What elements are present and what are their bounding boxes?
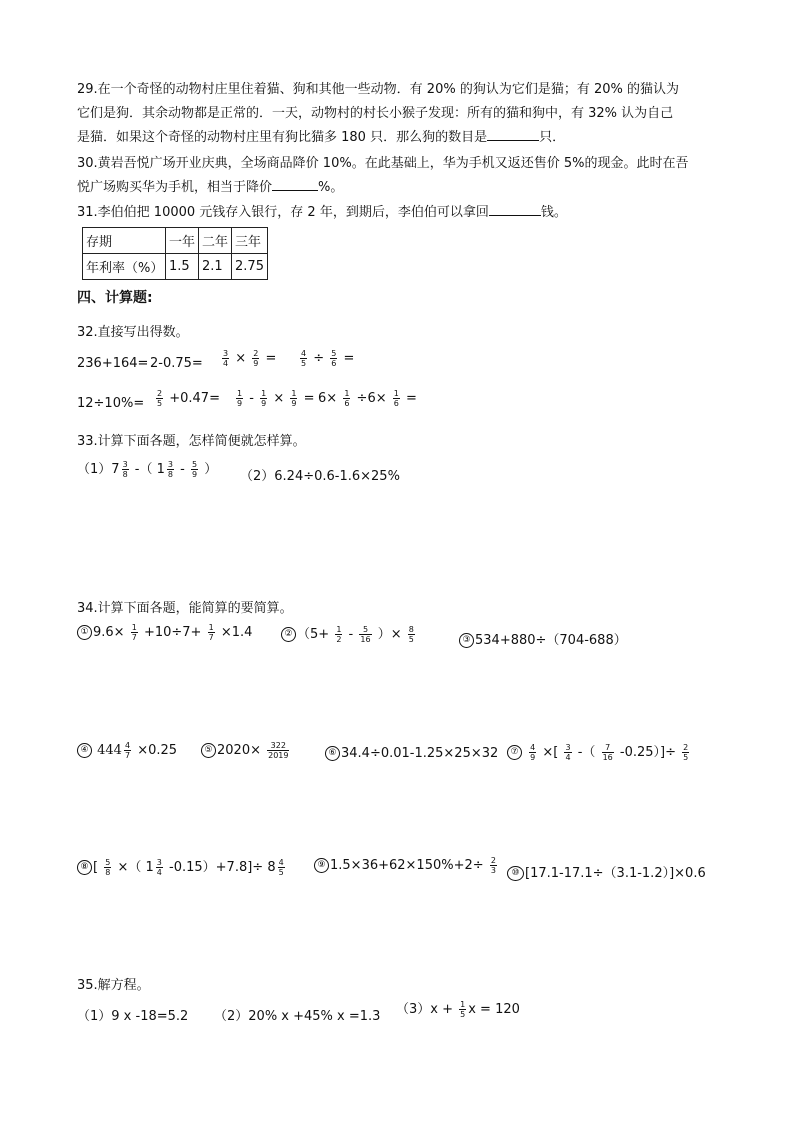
q35-equation-3 [396, 998, 520, 1019]
table-row [83, 228, 268, 254]
denominator: 6 [331, 359, 337, 368]
item-number: ① [77, 625, 92, 640]
fraction [252, 349, 259, 368]
numerator: 1 [237, 389, 243, 398]
expression-part: 1 [145, 860, 154, 875]
numerator: 4 [124, 741, 131, 750]
denominator: 16 [360, 635, 371, 644]
item-number: ⑧ [77, 860, 92, 875]
expression-part: x = 120 [468, 1002, 520, 1017]
numerator: 4 [301, 349, 307, 358]
denominator: 9 [261, 399, 267, 408]
expression-part: 8 [267, 860, 276, 875]
q34-problem-3 [459, 629, 627, 648]
expression-part: 444 [97, 743, 122, 758]
q34-problem-2 [281, 623, 417, 644]
numerator: 5 [105, 858, 111, 867]
expression-part: - [180, 462, 185, 477]
q33-problem-2: （2）6.24÷0.6-1.6×25% [240, 469, 400, 484]
fraction [260, 389, 267, 408]
numerator: 1 [460, 1000, 466, 1009]
expression-part: = [343, 351, 355, 366]
expression-part: +0.47= [169, 391, 220, 406]
q35-title: 35.解方程。 [77, 978, 150, 993]
expression-part: ）× [377, 627, 402, 642]
q30-line2 [77, 176, 717, 200]
fraction [529, 743, 536, 762]
expression-part: × [273, 391, 285, 406]
item-number: ⑥ [325, 746, 340, 761]
denominator: 5 [301, 359, 307, 368]
table-cell: 2.1 [199, 254, 232, 280]
expression-part: × [235, 351, 247, 366]
expression-part: 9.6× [93, 625, 125, 640]
table-cell: 1.5 [166, 254, 199, 280]
q33-title: 33.计算下面各题，怎样简便就怎样算。 [77, 434, 306, 449]
denominator: 4 [565, 753, 571, 762]
denominator: 16 [602, 753, 613, 762]
expression-part: （1） [77, 462, 112, 477]
q31-text: 31.李伯伯把 10000 元钱存入银行，存 2 年，到期后，李伯伯可以拿回 [77, 205, 489, 220]
numerator: 4 [278, 858, 284, 867]
q32-item-d [298, 349, 354, 368]
q34-problem-6 [325, 746, 498, 761]
numerator: 2 [683, 743, 689, 752]
question-30 [77, 152, 717, 200]
denominator: 9 [253, 359, 259, 368]
numerator: 1 [261, 389, 267, 398]
q29-line3 [77, 126, 717, 150]
denominator: 5 [683, 753, 689, 762]
numerator: 5 [331, 349, 337, 358]
fraction [191, 460, 198, 479]
fraction [167, 460, 174, 479]
item-number: ③ [459, 633, 474, 648]
expression-part: -（ [577, 745, 596, 760]
expression-part: 1 [156, 462, 165, 477]
expression-part: ÷ [313, 351, 325, 366]
q33-problem-1 [77, 458, 217, 479]
expression-part: ×[ [542, 745, 559, 760]
q32-item-g [234, 389, 315, 408]
q32-item-e: 12÷10%= [77, 396, 145, 411]
fraction [300, 349, 307, 368]
numerator: 2 [490, 856, 496, 865]
q34-problem-1 [77, 623, 252, 642]
q30-line2-text: 悦广场购买华为手机，相当于降价 [77, 180, 273, 195]
interest-rate-table [82, 227, 268, 280]
q34-problem-10 [507, 862, 706, 881]
expression-part: 2020× [217, 743, 261, 758]
q32-item-h [318, 389, 417, 408]
q32-item-a: 236+164= [77, 356, 149, 371]
q29-unit: 只． [539, 130, 566, 145]
q34-title: 34.计算下面各题，能简算的要简算。 [77, 601, 293, 616]
expression-part: - [249, 391, 254, 406]
expression-part: -0.15）+7.8]÷ [169, 860, 264, 875]
expression-part: - [348, 627, 354, 642]
fraction [335, 625, 342, 644]
expression-part: = [265, 351, 277, 366]
fraction [359, 625, 371, 644]
denominator: 4 [223, 359, 229, 368]
denominator: 3 [490, 866, 496, 875]
numerator: 5 [192, 460, 198, 469]
q30-unit: %。 [318, 180, 344, 195]
numerator: 3 [167, 460, 174, 469]
q34-problem-4 [77, 741, 177, 760]
numerator: 1 [344, 389, 350, 398]
item-number: ④ [77, 743, 92, 758]
q31-answer-blank[interactable] [489, 203, 541, 216]
numerator: 2 [253, 349, 259, 358]
expression-part: = [405, 391, 417, 406]
table-cell: 三年 [232, 228, 268, 254]
denominator: 5 [157, 399, 163, 408]
numerator: 1 [336, 625, 342, 634]
expression-part: [ [93, 860, 99, 875]
fraction [267, 741, 289, 760]
expression-part: = [303, 391, 315, 406]
numerator: 3 [223, 349, 229, 358]
expression-part: （5+ [297, 627, 330, 642]
numerator: 1 [208, 623, 214, 632]
fraction [222, 349, 229, 368]
fraction [564, 743, 571, 762]
fraction [131, 623, 138, 642]
numerator: 3 [156, 858, 162, 867]
numerator: 3 [122, 460, 128, 469]
numerator: 5 [359, 625, 371, 635]
fraction [124, 741, 131, 760]
numerator: 1 [131, 623, 137, 632]
denominator: 6 [344, 399, 350, 408]
denominator: 7 [124, 751, 131, 760]
numerator: 2 [157, 389, 163, 398]
expression-part: +10÷7+ [143, 625, 202, 640]
fraction [156, 858, 163, 877]
numerator: 8 [408, 625, 414, 634]
expression-part: ） [204, 462, 218, 477]
q32-item-b: 2-0.75= [150, 356, 203, 371]
q34-problem-5 [201, 741, 291, 760]
expression-part: 534+880÷（704-688） [475, 633, 627, 648]
denominator: 8 [105, 868, 111, 877]
fraction [236, 389, 243, 408]
denominator: 5 [460, 1010, 466, 1019]
q29-line2: 它们是狗．其余动物都是正常的．一天，动物村的村长小猴子发现：所有的猫和狗中，有 32% 认为自己 [77, 106, 674, 121]
q34-problem-8 [77, 856, 287, 877]
fraction [459, 1000, 466, 1019]
expression-part: （3）x + [396, 1002, 453, 1017]
q30-answer-blank[interactable] [272, 178, 318, 191]
numerator: 4 [530, 743, 536, 752]
denominator: 9 [237, 399, 243, 408]
fraction [408, 625, 415, 644]
q35-equation-1: （1）9 x -18=5.2 [77, 1009, 189, 1024]
fraction [393, 389, 400, 408]
q32-title: 32.直接写出得数。 [77, 325, 189, 340]
fraction [278, 858, 285, 877]
fraction [602, 743, 614, 762]
fraction [156, 389, 163, 408]
denominator: 9 [291, 399, 297, 408]
table-cell: 一年 [166, 228, 199, 254]
expression-part: ÷6× [356, 391, 387, 406]
fraction [208, 623, 215, 642]
q29-line1: 29.在一个奇怪的动物村庄里住着猫、狗和其他一些动物．有 20% 的狗认为它们是猫；有 20% 的猫认为 [77, 82, 679, 97]
denominator: 2 [336, 635, 342, 644]
item-number: ⑤ [201, 743, 216, 758]
item-number: ⑩ [507, 866, 524, 881]
denominator: 2019 [268, 751, 289, 760]
fraction [290, 389, 297, 408]
expression-part: ×0.25 [137, 743, 178, 758]
fraction [122, 460, 129, 479]
denominator: 9 [192, 470, 198, 479]
expression-part: 7 [111, 462, 120, 477]
q32-item-f [154, 389, 220, 408]
denominator: 9 [530, 753, 536, 762]
q34-problem-7 [507, 741, 691, 762]
item-number: ⑦ [507, 745, 522, 760]
table-row [83, 254, 268, 280]
fraction [490, 856, 497, 875]
table-cell: 存期 [83, 228, 166, 254]
denominator: 8 [122, 470, 128, 479]
expression-part: 34.4÷0.01-1.25×25×32 [341, 746, 499, 761]
numerator: 3 [565, 743, 571, 752]
denominator: 8 [167, 470, 174, 479]
q32-item-c [220, 349, 276, 368]
numerator: 322 [267, 741, 289, 751]
expression-part: ×（ [117, 860, 142, 875]
denominator: 4 [156, 868, 162, 877]
fraction [343, 389, 350, 408]
section-heading: 四、计算题: [77, 290, 153, 306]
numerator: 7 [602, 743, 614, 753]
question-29 [77, 78, 717, 150]
denominator: 6 [393, 399, 399, 408]
expression-part: 6× [318, 391, 338, 406]
table-cell: 二年 [199, 228, 232, 254]
denominator: 7 [131, 633, 137, 642]
q29-line3-text: 是猫．如果这个奇怪的动物村庄里有狗比猫多 180 只．那么狗的数目是 [77, 130, 488, 145]
numerator: 1 [393, 389, 399, 398]
expression-part: -（ [134, 462, 153, 477]
numerator: 1 [291, 389, 297, 398]
expression-part: 1.5×36+62×150%+2÷ [330, 858, 484, 873]
q31-unit: 钱。 [540, 205, 567, 220]
expression-part: ×1.4 [220, 625, 253, 640]
table-cell: 年利率（%） [83, 254, 166, 280]
expression-part: [17.1-17.1÷（3.1-1.2）]×0.6 [525, 866, 706, 881]
denominator: 5 [278, 868, 284, 877]
q34-problem-9 [314, 856, 499, 875]
fraction [330, 349, 337, 368]
table-cell: 2.75 [232, 254, 268, 280]
denominator: 7 [208, 633, 214, 642]
item-number: ② [281, 627, 296, 642]
q35-equation-2: （2）20% x +45% x =1.3 [214, 1009, 381, 1024]
expression-part: -0.25）]÷ [619, 745, 676, 760]
denominator: 5 [408, 635, 414, 644]
q29-answer-blank[interactable] [487, 128, 539, 141]
item-number: ⑨ [314, 858, 329, 873]
question-31 [77, 201, 717, 225]
fraction [682, 743, 689, 762]
q30-line1: 30.黄岩吾悦广场开业庆典，全场商品降价 10%。在此基础上，华为手机又返还售价 5%的现金。此时在吾 [77, 156, 689, 171]
fraction [104, 858, 111, 877]
